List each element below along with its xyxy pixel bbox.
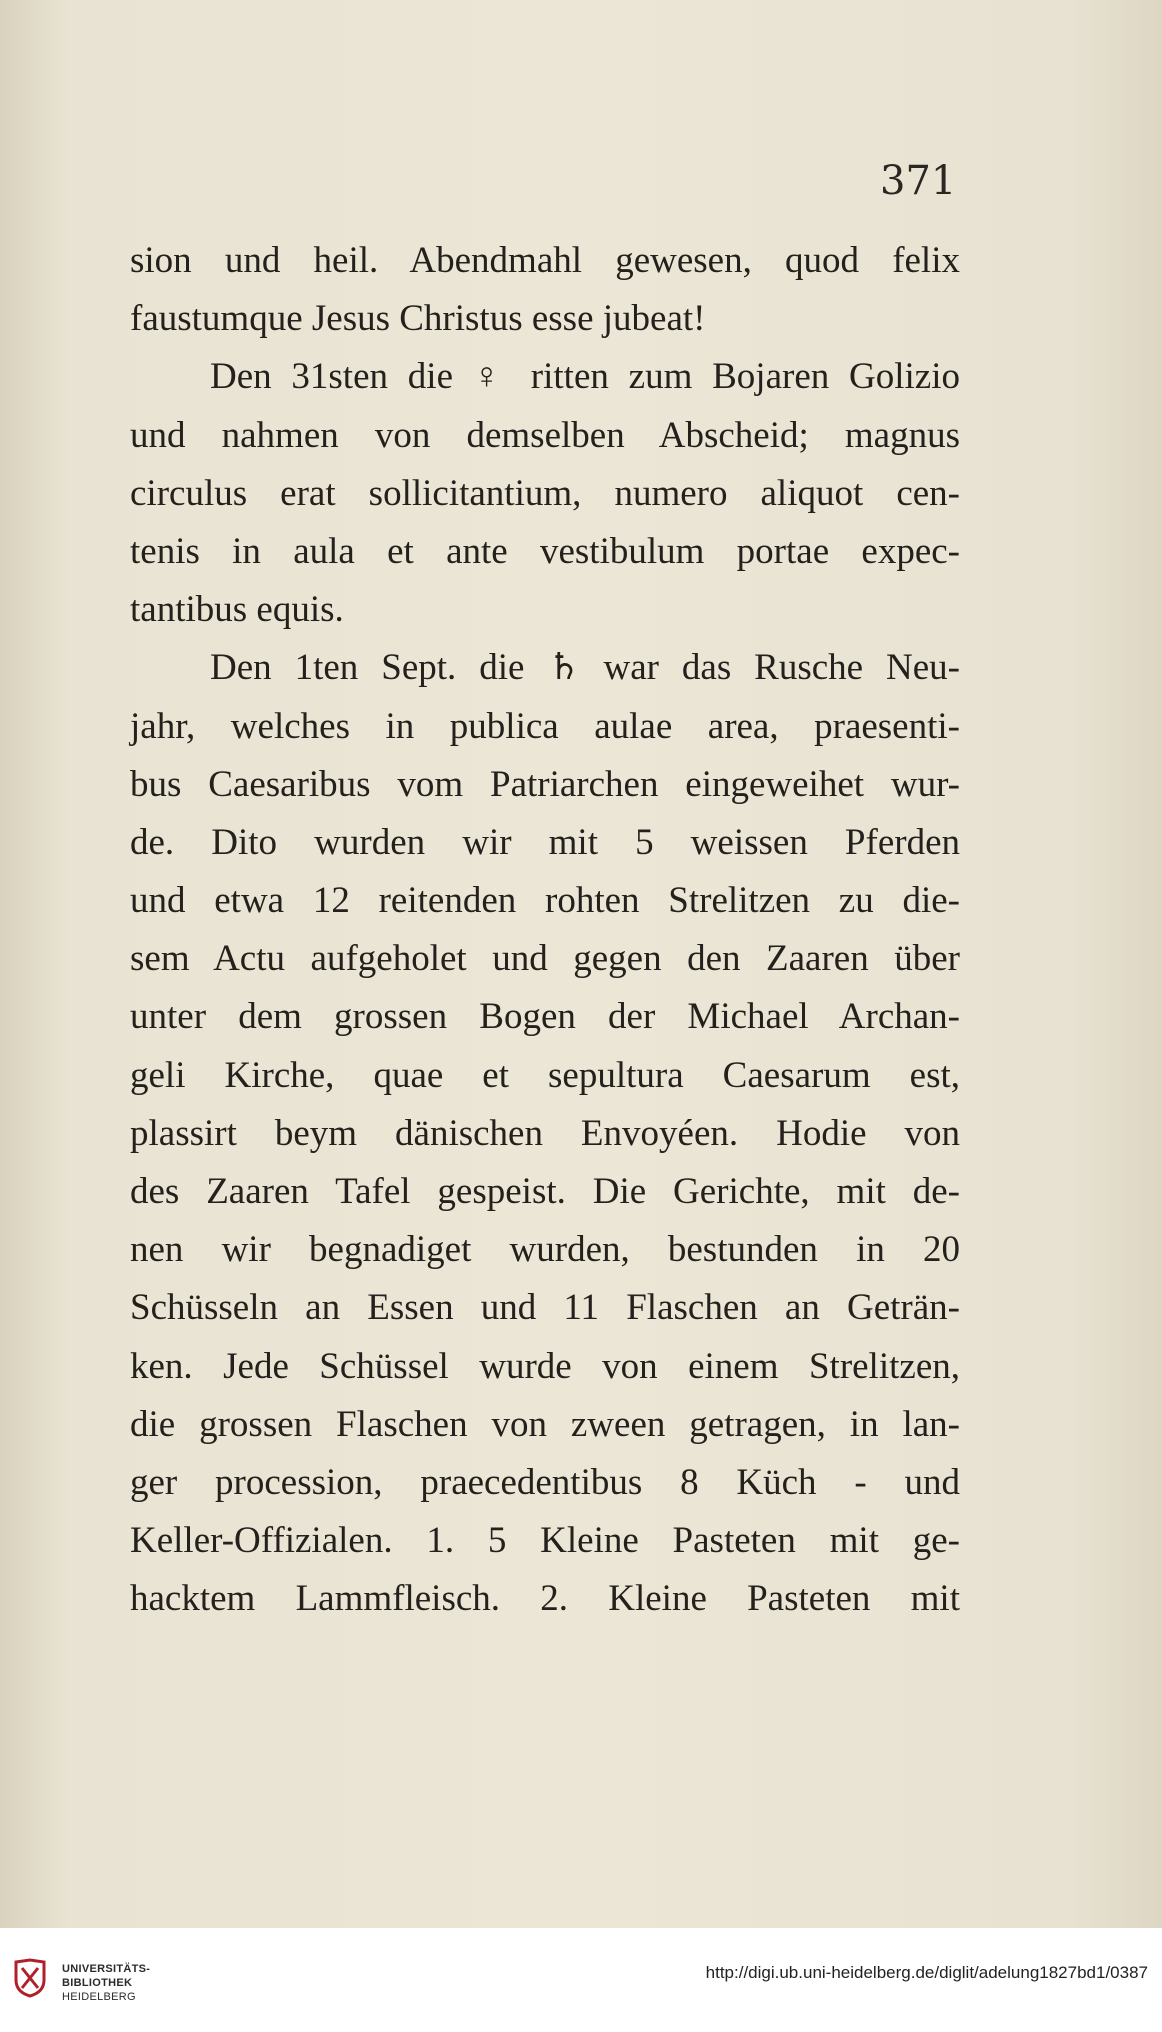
text-line: plassirt beym dänischen Envoyéen. Hodie von: [130, 1112, 960, 1154]
text-line: sem Actu aufgeholet und gegen den Zaaren über: [130, 938, 960, 980]
library-logo-text: UNIVERSITÄTS- BIBLIOTHEK HEIDELBERG: [62, 1963, 151, 2003]
text-line: circulus erat sollicitantium, numero aliquot cen-: [130, 472, 960, 514]
text-line: die grossen Flaschen von zween getragen, in lan-: [130, 1403, 960, 1445]
text-line: ken. Jede Schüssel wurde von einem Strelitzen,: [130, 1345, 960, 1387]
university-seal-icon: [12, 1958, 48, 1998]
text-line: und etwa 12 reitenden rohten Strelitzen zu die-: [130, 880, 960, 922]
text-line: tenis in aula et ante vestibulum portae expec-: [130, 530, 960, 572]
text-line: ger procession, praecedentibus 8 Küch - und: [130, 1461, 960, 1503]
text-line: tantibus equis.: [130, 589, 344, 631]
text-line: faustumque Jesus Christus esse jubeat!: [130, 298, 706, 340]
page-number: 371: [880, 158, 957, 204]
text-line: Keller-Offizialen. 1. 5 Kleine Pasteten mit ge-: [130, 1520, 960, 1562]
text-line: nen wir begnadiget wurden, bestunden in 20: [130, 1229, 960, 1271]
text-line: des Zaaren Tafel gespeist. Die Gerichte, mit de-: [130, 1171, 960, 1212]
text-line: unter dem grossen Bogen der Michael Archan-: [130, 996, 960, 1038]
text-line: bus Caesaribus vom Patriarchen eingeweihet wur-: [130, 763, 960, 805]
source-url[interactable]: http://digi.ub.uni-heidelberg.de/diglit/adelung1827bd1/0387: [705, 1963, 1148, 1982]
text-line: hacktem Lammfleisch. 2. Kleine Pasteten mit: [130, 1578, 960, 1620]
text-line: de. Dito wurden wir mit 5 weissen Pferden: [130, 821, 960, 863]
text-line: Den 31sten die ♀ ritten zum Bojaren Golizio: [210, 356, 960, 398]
text-line: jahr, welches in publica aulae area, praesenti-: [130, 705, 960, 747]
text-line: geli Kirche, quae et sepultura Caesarum est,: [130, 1054, 960, 1096]
text-line: Schüsseln an Essen und 11 Flaschen an Geträn-: [130, 1287, 960, 1329]
text-line: und nahmen von demselben Abscheid; magnus: [130, 414, 960, 456]
body-text: [130, 232, 960, 1629]
text-line: sion und heil. Abendmahl gewesen, quod felix: [130, 240, 960, 281]
text-line: Den 1ten Sept. die ♄ war das Rusche Neu-: [210, 647, 960, 689]
